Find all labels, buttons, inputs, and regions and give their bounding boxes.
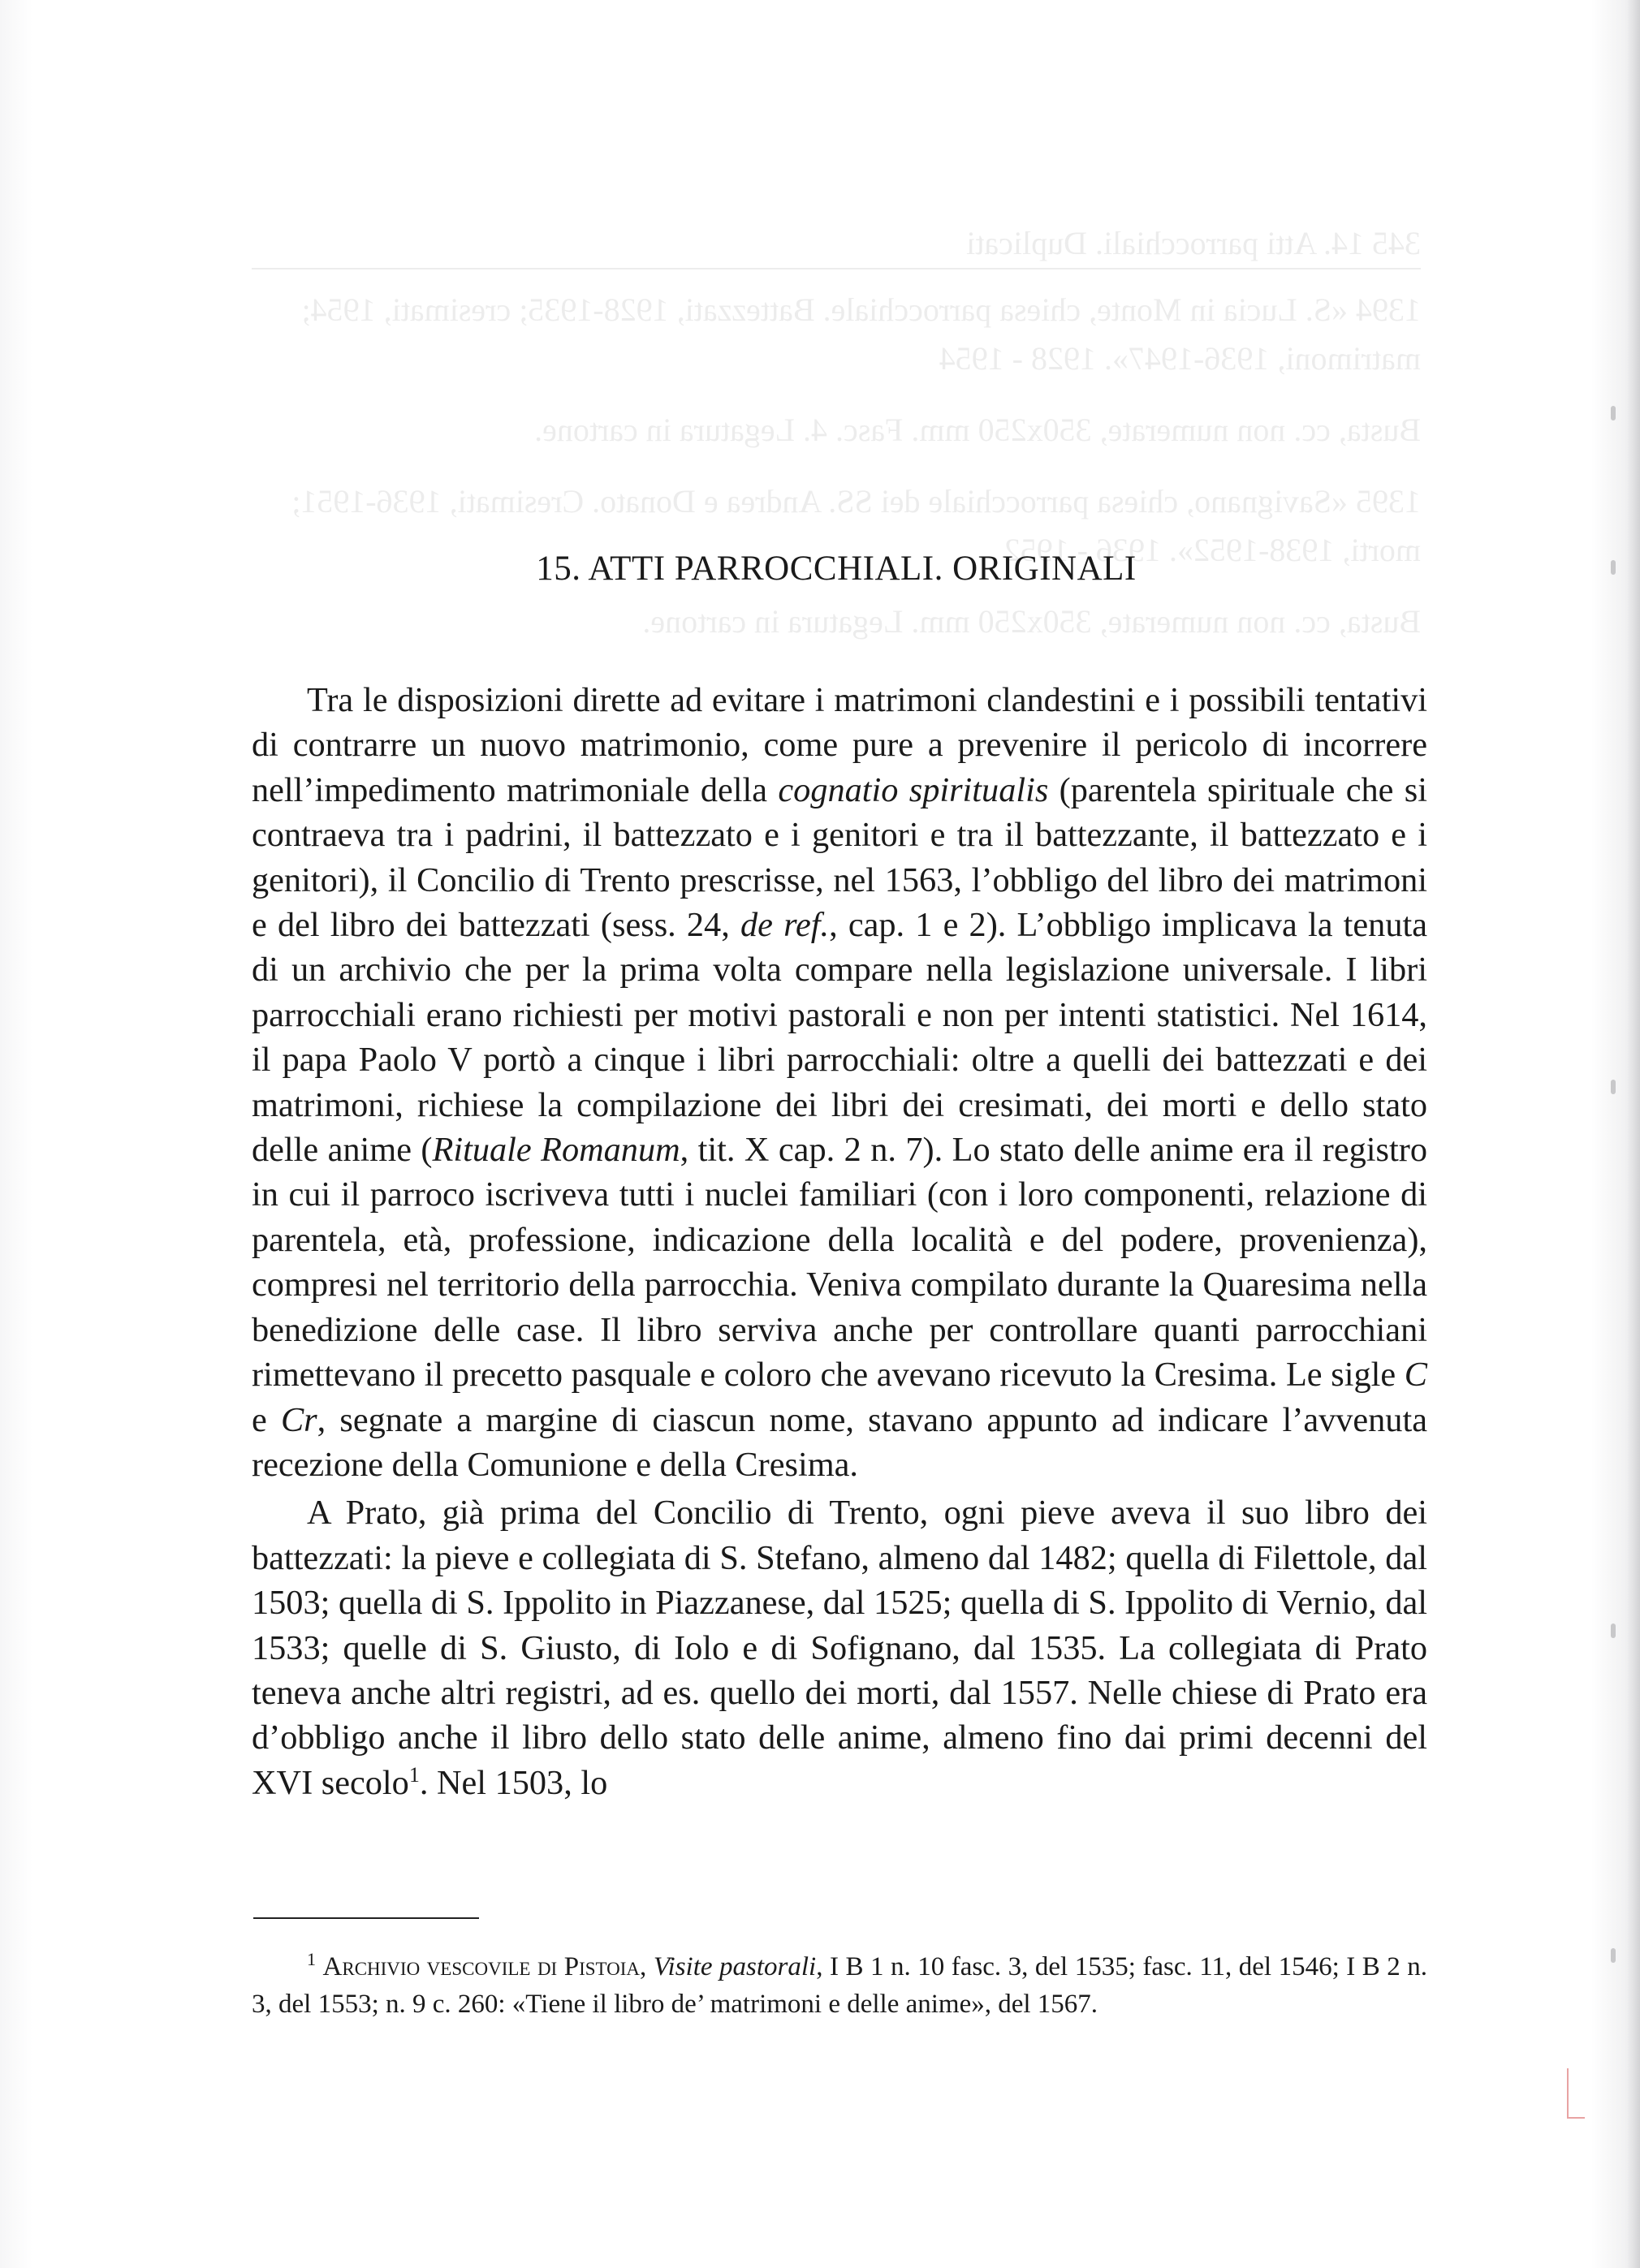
text-run: , (640, 1952, 654, 1981)
text-run: (parentela spirituale che si contraeva tra i padrini, il battezzato e i genitori e tra il battezzante, il battezzato e i genitori), il Concilio di Trento prescrisse, nel 1563, l’obbligo del libro dei matrimoni e del libro dei battezzati (sess. 24, (252, 770, 1427, 945)
text-run: e (252, 1400, 281, 1439)
bleed-entry: Busta, cc. non numerate, 350x250 mm. Legatura in cartone. (642, 603, 1421, 640)
bleed-entry: 1394 «S. Lucia in Monte, chiesa parrocchiale. Battezzati, 1928-1935; cresimati, 1954; matrimoni, 1936-1947». 1928 - 1954 (301, 291, 1421, 377)
italic-term: cognatio spiritualis (778, 770, 1049, 809)
footnote-reference[interactable]: 1 (408, 1762, 420, 1787)
footnote (252, 1948, 1427, 2023)
paragraph-2 (252, 1490, 1427, 1805)
margin-pencil-mark (1567, 2068, 1585, 2119)
bleed-header: 345 14. Atti parrocchiali. Duplicati (966, 225, 1421, 261)
scan-artifact (1611, 560, 1616, 575)
text-run: Tra le disposizioni dirette ad evitare i matrimoni clandestini e i possibili tentativi di contrarre un nuovo matrimonio, come pure a prevenire il pericolo di incorrere nell’impedimento matrimoniale della (252, 681, 1427, 809)
text-run: , I B 1 n. 10 fasc. 3, del 1535; fasc. 11, del 1546; I B 2 n. 3, del 1553; n. 9 c. 260: «Tiene il libro de’ matrimoni e delle anime», del 1567. (252, 1952, 1428, 2019)
footnote-separator (253, 1917, 479, 1919)
text-run: A Prato, già prima del Concilio di Trento, ogni pieve aveva il suo libro dei battezzati: la pieve e collegiata di S. Stefano, almeno dal 1482; quella di Filettole, dal 1503; quella di S. Ippolito in Piazzanese, dal 1525; quella di S. Ippolito di Vernio, dal 1533; quelle di S. Giusto, di Iolo e di Sofignano, dal 1535. La collegiata di Prato teneva anche altri registri, ad es. quello dei morti, dal 1557. Nelle chiese di Prato era d’obbligo anche il libro dello stato delle anime, almeno fino dai primi decenni del XVI secolo (252, 1494, 1427, 1802)
text-run: , segnate a margine di ciascun nome, stavano appunto ad indicare l’avvenuta recezione della Comunione e della Cresima. (252, 1400, 1427, 1484)
footnote-work-title: Visite pastorali (653, 1952, 817, 1981)
footnote-1 (252, 1948, 1427, 2023)
bleed-header-rule (252, 268, 1421, 269)
bleed-entry: Busta, cc. non numerate, 350x250 mm. Fasc. 4. Legatura in cartone. (534, 412, 1421, 448)
body-text (252, 678, 1427, 1805)
scan-artifact (1611, 1080, 1616, 1094)
footnote-source: Archivio vescovile di Pistoia (322, 1952, 641, 1981)
italic-term: C (1404, 1356, 1427, 1395)
bleed-entry: 1395 «Savignano, chiesa parrocchiale dei SS. Andrea e Donato. Cresimati, 1936-1951; morti, 1938-1952». 1936 - 1952 (291, 483, 1421, 568)
scan-artifact (1611, 406, 1616, 420)
text-run: , tit. X cap. 2 n. 7). Lo stato delle anime era il registro in cui il parroco iscriveva tutti i nuclei familiari (con i loro componenti, relazione di parentela, età, professione, indicazione della località e del podere, provenienza), compresi nel territorio della parrocchia. Veniva compilato durante la Quaresima nella benedizione delle case. Il libro serviva anche per controllare quanti parrocchiani rimettevano il precetto pasquale e coloro che avevano ricevuto la Cresima. Le sigle (252, 1131, 1427, 1395)
page-edge-shadow (1627, 0, 1640, 2268)
chapter-title: 15. ATTI PARROCCHIALI. ORIGINALI (536, 550, 1137, 588)
footnote-number: 1 (307, 1949, 316, 1969)
text-run: . Nel 1503, lo (419, 1763, 608, 1802)
paragraph-1 (252, 678, 1427, 1487)
italic-term: Rituale Romanum (432, 1131, 680, 1170)
bleed-through-text (252, 219, 1421, 669)
italic-term: de ref. (740, 906, 830, 945)
italic-term: Cr (280, 1400, 317, 1439)
scan-artifact (1611, 1623, 1616, 1638)
text-run: , cap. 1 e 2). L’obbligo implicava la tenuta di un archivio che per la prima volta compare nella legislazione universale. I libri parrocchiali erano richiesti per motivi pastorali e non per intenti statistici. Nel 1614, il papa Paolo V portò a cinque i libri parrocchiali: oltre a quelli dei battezzati e dei matrimoni, richiese la compilazione dei libri dei cresimati, dei morti e dello stato delle anime ( (252, 906, 1427, 1170)
scan-artifact (1611, 1948, 1616, 1963)
